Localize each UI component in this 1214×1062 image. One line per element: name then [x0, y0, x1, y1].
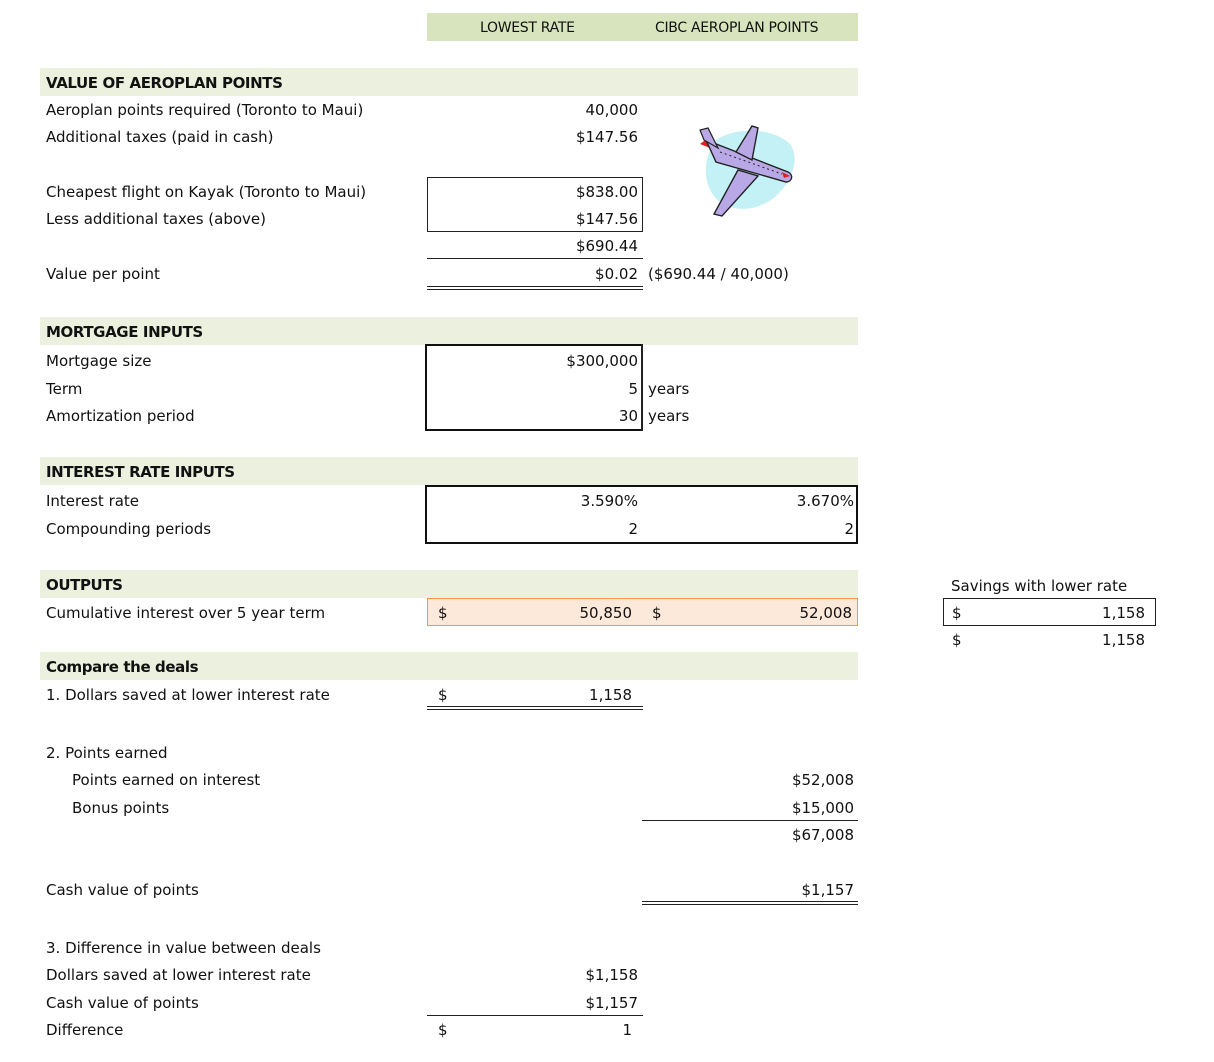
- flight-box-divider: [642, 177, 643, 232]
- diff-cash-value: $1,157: [585, 994, 638, 1012]
- interest-rate-label: Interest rate: [46, 492, 140, 510]
- cash-value-value: $1,157: [801, 881, 854, 899]
- cumulative-currency-low: $: [438, 604, 448, 622]
- points-total-value: $67,008: [791, 826, 854, 844]
- diff-cash-label: Cash value of points: [46, 994, 199, 1012]
- term-unit: years: [648, 380, 690, 398]
- savings-currency-2: $: [952, 631, 962, 649]
- diff-saved-label: Dollars saved at lower interest rate: [46, 966, 311, 984]
- dollars-saved-value: 1,158: [589, 686, 632, 704]
- compounding-low[interactable]: 2: [628, 520, 638, 538]
- cumulative-interest-low: 50,850: [579, 604, 632, 622]
- difference-label: Difference: [46, 1021, 124, 1039]
- cash-value-double-underline: [642, 901, 858, 905]
- cumulative-highlight: [427, 598, 858, 626]
- section-title-compare: Compare the deals: [46, 658, 199, 676]
- interest-rate-low[interactable]: 3.590%: [580, 492, 638, 510]
- dollars-saved-double-underline: [427, 706, 643, 710]
- value-per-point-value: $0.02: [595, 265, 638, 283]
- less-taxes-value[interactable]: $147.56: [575, 210, 638, 228]
- cheapest-flight-value[interactable]: $838.00: [575, 183, 638, 201]
- mortgage-box-divider: [641, 344, 643, 431]
- savings-value-1: 1,158: [1102, 604, 1145, 622]
- points-on-interest-label: Points earned on interest: [72, 771, 261, 789]
- difference-value: 1: [622, 1021, 632, 1039]
- airplane-icon: [696, 122, 800, 218]
- taxes-value: $147.56: [575, 128, 638, 146]
- bonus-points-label: Bonus points: [72, 799, 170, 817]
- term-label: Term: [46, 380, 83, 398]
- header-lowest-rate: LOWEST RATE: [480, 20, 575, 36]
- diff-saved-value: $1,158: [585, 966, 638, 984]
- mortgage-size-label: Mortgage size: [46, 352, 152, 370]
- mortgage-size-value[interactable]: $300,000: [566, 352, 638, 370]
- compounding-cibc[interactable]: 2: [844, 520, 854, 538]
- net-flight-value: $690.44: [575, 237, 638, 255]
- points-required-value: 40,000: [585, 101, 638, 119]
- header-cibc-aeroplan: CIBC AEROPLAN POINTS: [655, 20, 819, 36]
- dollars-saved-currency: $: [438, 686, 448, 704]
- cumulative-interest-label: Cumulative interest over 5 year term: [46, 604, 326, 622]
- points-subtotal-line: [642, 820, 858, 821]
- taxes-label: Additional taxes (paid in cash): [46, 128, 274, 146]
- term-value[interactable]: 5: [628, 380, 638, 398]
- amortization-value[interactable]: 30: [618, 407, 638, 425]
- interest-input-box: [425, 485, 858, 544]
- savings-currency-1: $: [952, 604, 962, 622]
- value-per-point-label: Value per point: [46, 265, 160, 283]
- amortization-label: Amortization period: [46, 407, 195, 425]
- dollars-saved-label: 1. Dollars saved at lower interest rate: [46, 686, 330, 704]
- section-title-interest: INTEREST RATE INPUTS: [46, 463, 235, 481]
- cumulative-currency-cibc: $: [652, 604, 662, 622]
- section-title-outputs: OUTPUTS: [46, 576, 123, 594]
- value-per-point-double-underline: [427, 286, 643, 290]
- cash-value-label: Cash value of points: [46, 881, 199, 899]
- cheapest-flight-label: Cheapest flight on Kayak (Toronto to Maui): [46, 183, 367, 201]
- difference-currency: $: [438, 1021, 448, 1039]
- value-per-point-note: ($690.44 / 40,000): [648, 265, 789, 283]
- cumulative-interest-cibc: 52,008: [799, 604, 852, 622]
- net-underline: [427, 258, 643, 259]
- interest-rate-cibc[interactable]: 3.670%: [796, 492, 854, 510]
- points-required-label: Aeroplan points required (Toronto to Maui): [46, 101, 364, 119]
- amortization-unit: years: [648, 407, 690, 425]
- section-title-mortgage: MORTGAGE INPUTS: [46, 323, 203, 341]
- points-on-interest-value: $52,008: [791, 771, 854, 789]
- section-band-outputs: [40, 570, 858, 598]
- less-taxes-label: Less additional taxes (above): [46, 210, 266, 228]
- section-title-value: VALUE OF AEROPLAN POINTS: [46, 74, 283, 92]
- savings-title: Savings with lower rate: [951, 577, 1128, 595]
- difference-title: 3. Difference in value between deals: [46, 939, 321, 957]
- difference-line: [427, 1015, 643, 1016]
- bonus-points-value: $15,000: [791, 799, 854, 817]
- compounding-label: Compounding periods: [46, 520, 212, 538]
- points-earned-label: 2. Points earned: [46, 744, 168, 762]
- savings-value-2: 1,158: [1102, 631, 1145, 649]
